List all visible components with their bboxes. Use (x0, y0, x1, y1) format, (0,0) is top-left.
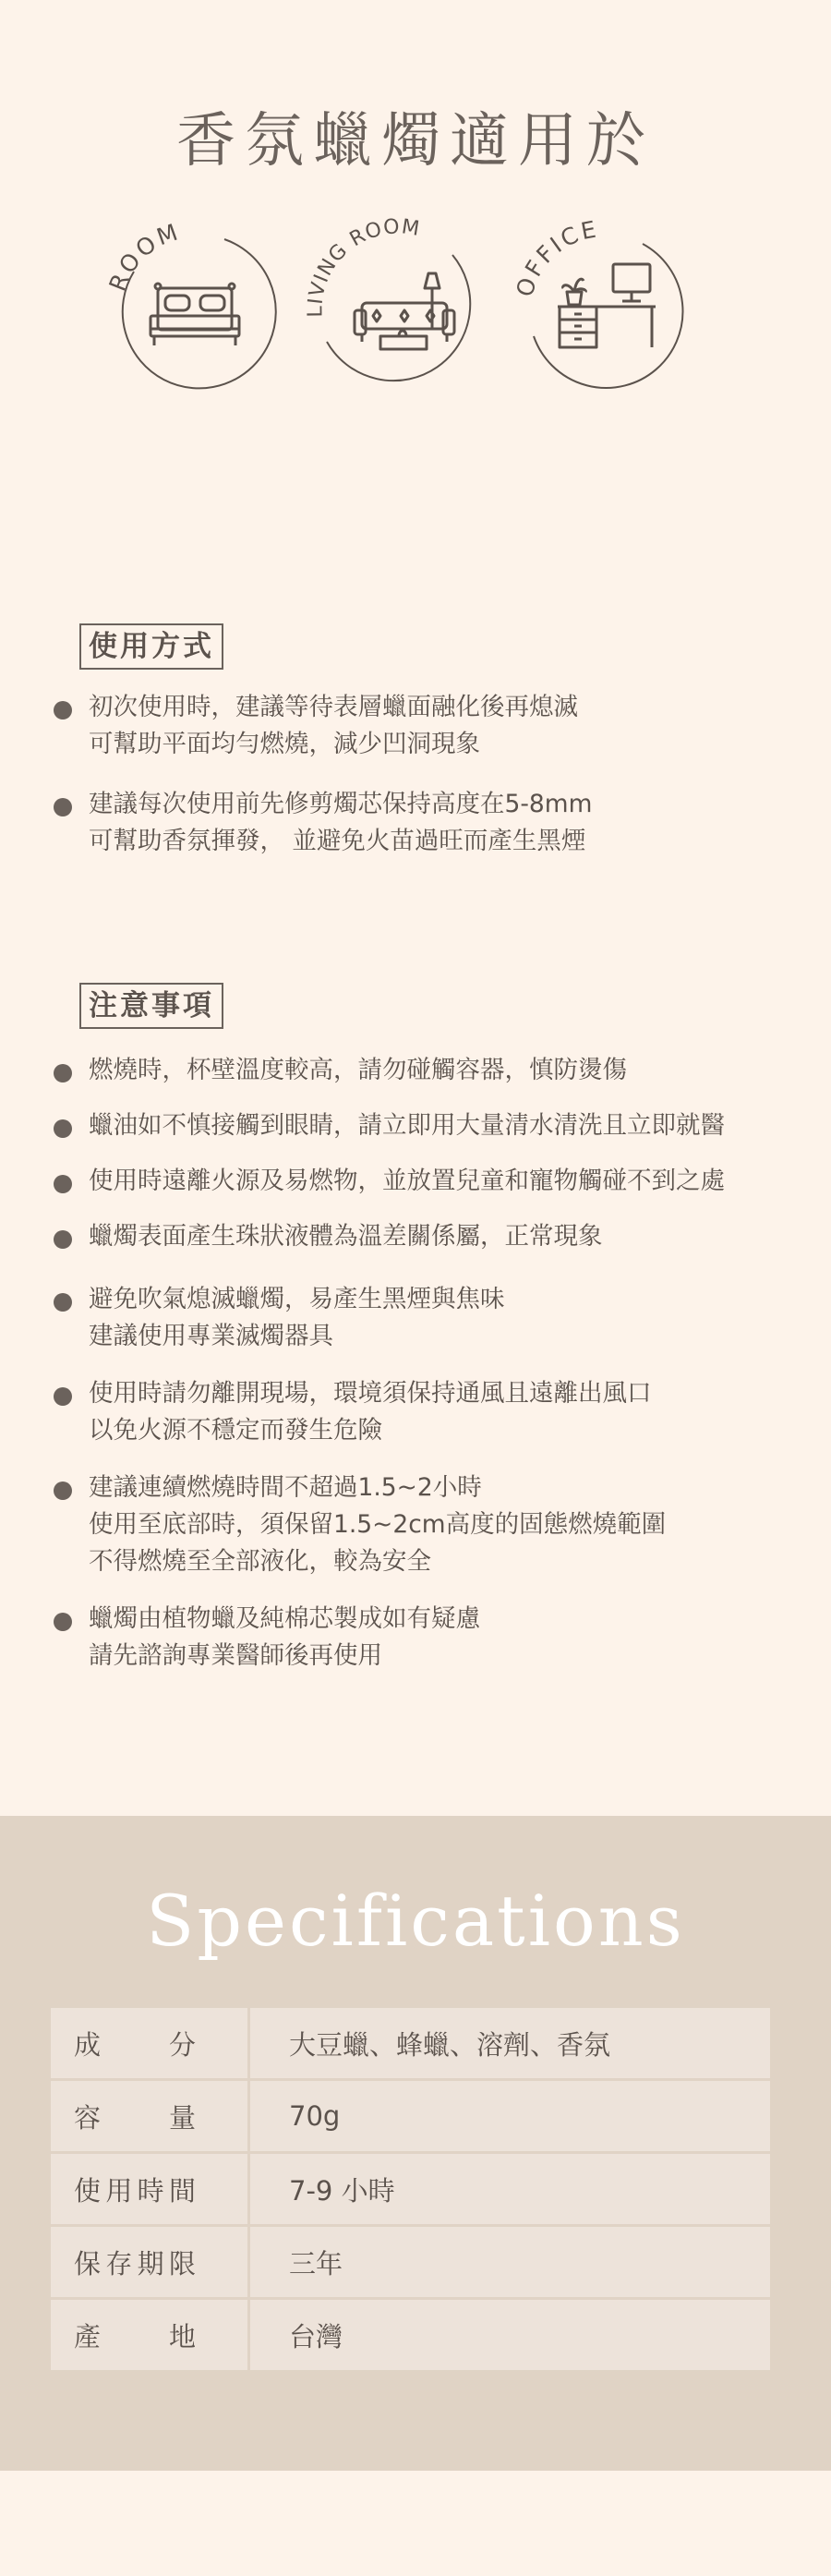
svg-text:OFFICE (511, 215, 600, 300)
scene-label-office: OFFICE (511, 215, 601, 300)
spec-key: 使用時間 (74, 2174, 196, 2207)
list-item: 建議每次使用前先修剪燭芯保持高度在5-8mm 可幫助香氛揮發， 並避免火苗過旺而產生黑煙 (54, 786, 792, 860)
table-row (51, 2153, 770, 2226)
list-item: 燃燒時，杯壁溫度較高，請勿碰觸容器，慎防燙傷 (54, 1052, 792, 1089)
list-item: 初次使用時，建議等待表層蠟面融化後再熄滅 可幫助平面均勻燃燒，減少凹洞現象 (54, 689, 792, 763)
svg-text:ROOM (104, 218, 184, 295)
desk-icon (508, 214, 702, 408)
list-item: 蠟油如不慎接觸到眼睛，請立即用大量清水清洗且立即就醫 (54, 1107, 792, 1144)
usage-heading: 使用方式 (79, 623, 223, 670)
specifications-table (51, 2008, 770, 2370)
spec-key: 保存期限 (74, 2247, 196, 2280)
spec-value: 台灣 (249, 2299, 771, 2371)
spec-key: 容量 (74, 2101, 196, 2134)
scene-label-room: ROOM (103, 217, 184, 296)
scene-living-room (304, 215, 478, 390)
usage-list (54, 689, 792, 883)
list-item: 避免吹氣熄滅蠟燭，易產生黑煙與焦味 建議使用專業滅燭器具 (54, 1281, 792, 1355)
specifications-title: Specifications (146, 1880, 685, 1962)
table-row (51, 2226, 770, 2299)
list-item: 使用時請勿離開現場，環境須保持通風且遠離出風口 以免火源不穩定而發生危險 (54, 1375, 792, 1449)
spec-value: 7-9 小時 (249, 2153, 771, 2226)
table-row (51, 2008, 770, 2080)
spec-key: 產地 (74, 2320, 196, 2352)
spec-value: 70g (249, 2080, 771, 2153)
spec-value: 三年 (249, 2226, 771, 2299)
list-item: 建議連續燃燒時間不超過1.5~2小時 使用至底部時，須保留1.5~2cm高度的固態燃燒範圍 不得燃燒至全部液化，較為安全 (54, 1469, 792, 1580)
spec-value: 大豆蠟、蜂蠟、溶劑、香氛 (249, 2008, 771, 2080)
table-row (51, 2080, 770, 2153)
spec-key: 成分 (74, 2028, 196, 2061)
list-item: 蠟燭由植物蠟及純棉芯製成如有疑慮 請先諮詢專業醫師後再使用 (54, 1601, 792, 1675)
scene-label-living-room: LIVING ROOM (304, 215, 422, 318)
scene-room (103, 217, 274, 390)
page-title: 香氛蠟燭適用於 (176, 107, 655, 175)
scene-office (511, 215, 683, 390)
list-item: 蠟燭表面產生珠狀液體為溫差關係屬，正常現象 (54, 1218, 792, 1255)
notes-heading: 注意事項 (79, 983, 223, 1029)
bed-icon (99, 214, 293, 408)
table-row (51, 2299, 770, 2371)
notes-list (54, 1052, 792, 1693)
sofa-icon (303, 214, 497, 408)
list-item: 使用時遠離火源及易燃物，並放置兒童和寵物觸碰不到之處 (54, 1163, 792, 1200)
